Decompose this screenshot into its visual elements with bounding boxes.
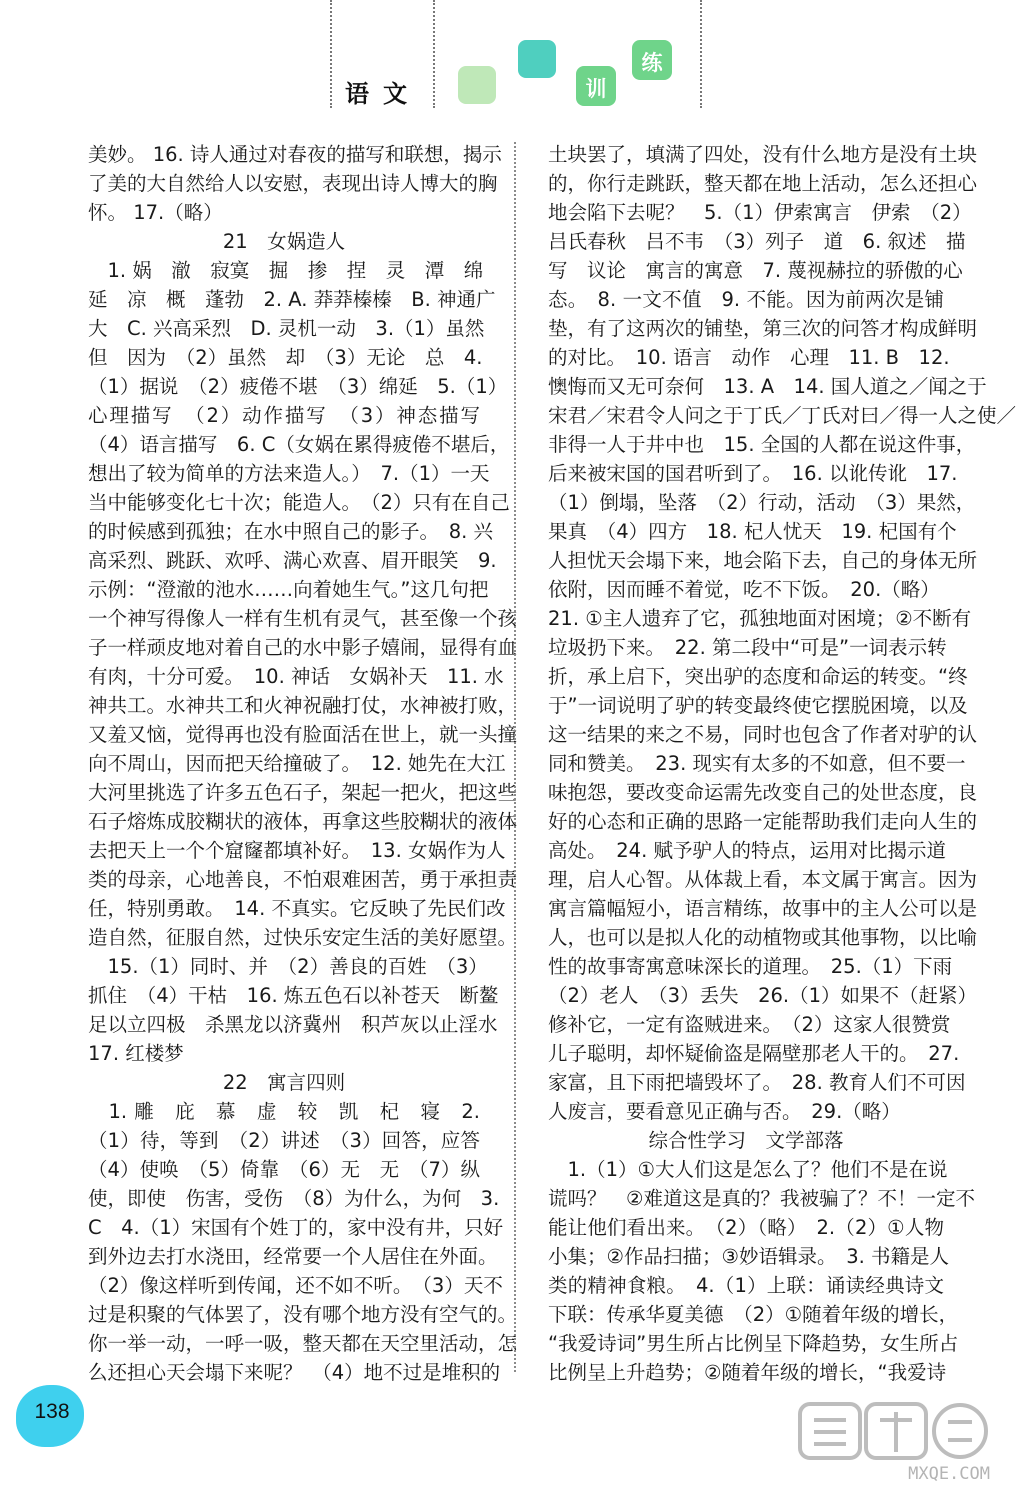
answer-line: 修补它，一定有盗贼进来。 （2）这家人很赞赏 — [548, 1013, 951, 1036]
answer-line: 17. 红楼梦 — [88, 1042, 184, 1065]
answer-line: 过是积聚的气体罢了，没有哪个地方没有空气的。 — [88, 1303, 518, 1326]
answer-line: （1）待，等到 （2）讲述 （3）回答，应答 — [88, 1129, 480, 1152]
answer-line: 家富，且下雨把墙毁坏了。 28. 教育人们不可因 — [548, 1071, 966, 1094]
answer-line: 神共工。水神共工和火神祝融打仗，水神被打败， — [88, 694, 518, 717]
answer-line: 的，你行走跳跃，整天都在地上活动，怎么还担心 — [548, 172, 978, 195]
watermark — [790, 1398, 990, 1488]
answer-line: 懊悔而又无可奈何 13. A 14. 国人道之／闻之于 — [548, 375, 987, 398]
answer-line: 石子熔炼成胶糊状的液体，再拿这些胶糊状的液体 — [88, 810, 518, 833]
column-divider — [514, 142, 516, 1372]
section-heading: 综合性学习 文学部落 — [648, 1129, 844, 1152]
answer-line: 1. 娲 澈 寂寞 掘 掺 捏 灵 潭 绵 — [88, 259, 484, 282]
answer-line: （2）像这样听到传闻，还不如不听。 （3）天不 — [88, 1274, 503, 1297]
answer-line: 但 因为 （2）虽然 却 （3）无论 总 4. — [88, 346, 483, 369]
subject-title: 语文 — [345, 80, 421, 108]
answer-line: 好的心态和正确的思路一定能帮助我们走向人生的 — [548, 810, 978, 833]
answer-line: 的对比。 10. 语言 动作 心理 11. B 12. — [548, 346, 950, 369]
answer-line: 1. 雕 庇 慕 虚 较 凯 杞 寝 2. — [88, 1100, 480, 1123]
section-heading: 22 寓言四则 — [222, 1071, 346, 1094]
answer-line: 类的母亲，心地善良，不怕艰难困苦，勇于承担责 — [88, 868, 518, 891]
answer-column-left — [88, 140, 518, 1387]
answer-line: 垫，有了这两次的铺垫，第三次的问答才构成鲜明 — [548, 317, 978, 340]
answer-line: （4）使唤 （5）倚靠 （6）无 无 （7）纵 — [88, 1158, 480, 1181]
answer-line: 造自然，征服自然，过快乐安定生活的美好愿望。 — [88, 926, 518, 949]
header-tile-2 — [518, 40, 556, 78]
header-rule-far-right — [700, 0, 702, 108]
page-number: 138 — [34, 1400, 70, 1423]
answer-line: 高处。 24. 赋予驴人的特点，运用对比揭示道 — [548, 839, 946, 862]
answer-line: 写 议论 寓言的寓意 7. 蔑视赫拉的骄傲的心 — [548, 259, 963, 282]
answer-line: 理，启人心智。从体裁上看，本文属于寓言。因为 — [548, 868, 978, 891]
watermark-logo-icon — [790, 1398, 990, 1468]
section-heading: 21 女娲造人 — [222, 230, 346, 253]
answer-line: （2）老人 （3）丢失 26.（1）如果不（赶紧） — [548, 984, 977, 1007]
answer-line: 抓住 （4）干枯 16. 炼五色石以补苍天 断鳌 — [88, 984, 499, 1007]
answer-line: 的时候感到孤独；在水中照自己的影子。 8. 兴 — [88, 520, 494, 543]
answer-line: 味抱怨，要改变命运需先改变自己的处世态度，良 — [548, 781, 978, 804]
answer-line: 态。 8. 一文不值 9. 不能。因为前两次是铺 — [548, 288, 944, 311]
answer-line: 使，即使 伤害，受伤 （8）为什么，为何 3. — [88, 1187, 500, 1210]
answer-line: 同和赞美。 23. 现实有太多的不如意，但不要一 — [548, 752, 966, 775]
answer-line: 又羞又恼，觉得再也没有脸面活在世上，就一头撞 — [88, 723, 518, 746]
answer-line: 人废言，要看意见正确与否。 29.（略） — [548, 1100, 901, 1123]
answer-line: 有肉，十分可爱。 10. 神话 女娲补天 11. 水 — [88, 665, 504, 688]
answer-line: 于”一词说明了驴的转变最终使它摆脱困境，以及 — [548, 694, 968, 717]
answer-line: 足以立四极 杀黑龙以济冀州 积芦灰以止淫水 — [88, 1013, 498, 1036]
answer-line: 人担忧天会塌下来，地会陷下去，自己的身体无所 — [548, 549, 978, 572]
answer-line: 类的精神食粮。 4.（1）上联：诵读经典诗文 — [548, 1274, 944, 1297]
answer-line: 15.（1）同时、并 （2）善良的百姓 （3） — [88, 955, 488, 978]
answer-line: 大 C. 兴高采烈 D. 灵机一动 3.（1）虽然 — [88, 317, 485, 340]
answer-line: 到外边去打水浇田，经常要一个人居住在外面。 — [88, 1245, 498, 1268]
answer-line: 性的故事寄寓意味深长的道理。 25.（1）下雨 — [548, 955, 953, 978]
answer-line: 谎吗？ ②难道这是真的？我被骗了？不！一定不 — [548, 1187, 975, 1210]
answer-line: （4）语言描写 6. C（女娲在累得疲倦不堪后， — [88, 433, 510, 456]
answer-line: 人，也可以是拟人化的动植物或其他事物，以比喻 — [548, 926, 978, 949]
answer-line: 示例：“澄澈的池水……向着她生气。”这几句把 — [88, 578, 489, 601]
answer-line: 怀。 17.（略） — [88, 201, 223, 224]
answer-line: 子一样顽皮地对着自己的水中影子嬉闹，显得有血 — [88, 636, 518, 659]
answer-line: 后来被宋国的国君听到了。 16. 以讹传讹 17. — [548, 462, 958, 485]
header-tile-xun-char: 训 — [585, 77, 607, 101]
header-rule-right — [433, 0, 435, 108]
answer-line: 儿子聪明，却怀疑偷盗是隔壁那老人干的。 27. — [548, 1042, 960, 1065]
answer-line: 心理描写 （2）动作描写 （3）神态描写 — [88, 404, 480, 427]
answer-line: 折，承上启下，突出驴的态度和命运的转变。“终 — [548, 665, 968, 688]
answer-line: 了美的大自然给人以安慰，表现出诗人博大的胸 — [88, 172, 498, 195]
answer-line: 想出了较为简单的方法来造人。） 7.（1）一天 — [88, 462, 490, 485]
answer-line: “我爱诗词”男生所占比例呈下降趋势，女生所占 — [548, 1332, 959, 1355]
answer-line: 一个神写得像人一样有生机有灵气，甚至像一个孩 — [88, 607, 518, 630]
answer-line: 垃圾扔下来。 22. 第二段中“可是”一词表示转 — [548, 636, 947, 659]
answer-line: 地会陷下去呢？ 5.（1）伊索寓言 伊索 （2） — [548, 201, 972, 224]
answer-line: 21. ①主人遗弃了它，孤独地面对困境；②不断有 — [548, 607, 972, 630]
header-tile-1 — [458, 66, 496, 104]
answer-line: 土块罢了，填满了四处，没有什么地方是没有土块 — [548, 143, 978, 166]
answer-line: 你一举一动，一呼一吸，整天都在天空里活动，怎 — [88, 1332, 518, 1355]
answer-line: 向不周山，因而把天给撞破了。 12. 她先在大江 — [88, 752, 506, 775]
answer-line: 延 凉 概 蓬勃 2. A. 莽莽榛榛 B. 神通广 — [88, 288, 496, 311]
answer-line: 比例呈上升趋势；②随着年级的增长，“我爱诗 — [548, 1361, 947, 1384]
answer-line: （1）据说 （2）疲倦不堪 （3）绵延 5.（1） — [88, 375, 508, 398]
answer-line: 吕氏春秋 吕不韦 （3）列子 道 6. 叙述 描 — [548, 230, 966, 253]
answer-line: 非得一人于井中也 15. 全国的人都在说这件事， — [548, 433, 976, 456]
answer-line: C 4.（1）宋国有个姓丁的，家中没有井，只好 — [88, 1216, 504, 1239]
answer-line: 美妙。 16. 诗人通过对春夜的描写和联想，揭示 — [88, 143, 502, 166]
answer-line: 这一结果的来之不易，同时也包含了作者对驴的认 — [548, 723, 978, 746]
answer-line: 当中能够变化七十次；能造人。 （2）只有在自己 — [88, 491, 510, 514]
page-header — [0, 0, 1000, 118]
answer-line: 寓言篇幅短小，语言精练，故事中的主人公可以是 — [548, 897, 978, 920]
answer-line: 么还担心天会塌下来呢？ （4）地不过是堆积的 — [88, 1361, 501, 1384]
answer-line: 去把天上一个个窟窿都填补好。 13. 女娲作为人 — [88, 839, 506, 862]
answer-line: 下联：传承华夏美德 （2）①随着年级的增长， — [548, 1303, 959, 1326]
header-tile-lian-char: 练 — [641, 51, 663, 75]
answer-line: 高采烈、跳跃、欢呼、满心欢喜、眉开眼笑 9. — [88, 549, 497, 572]
header-rule-left — [330, 0, 332, 108]
watermark-url: MXQE.COM — [908, 1464, 990, 1484]
answer-line: 任，特别勇敢。 14. 不真实。它反映了先民们改 — [88, 897, 506, 920]
answer-line: （1）倒塌，坠落 （2）行动，活动 （3）果然， — [548, 491, 976, 514]
answer-line: 宋君／宋君令人问之于丁氏／丁氏对曰／得一人之使／ — [548, 404, 1016, 427]
answer-line: 1.（1）①大人们这是怎么了？他们不是在说 — [548, 1158, 948, 1181]
answer-line: 小集；②作品扫描；③妙语辑录。 3. 书籍是人 — [548, 1245, 950, 1268]
answer-line: 能让他们看出来。 （2）（略） 2.（2）①人物 — [548, 1216, 944, 1239]
answer-line: 依附，因而睡不着觉，吃不下饭。 20.（略） — [548, 578, 940, 601]
answer-line: 大河里挑选了许多五色石子，架起一把火，把这些 — [88, 781, 518, 804]
answer-column-right — [548, 140, 1016, 1387]
answer-line: 果真 （4）四方 18. 杞人忧天 19. 杞国有个 — [548, 520, 957, 543]
